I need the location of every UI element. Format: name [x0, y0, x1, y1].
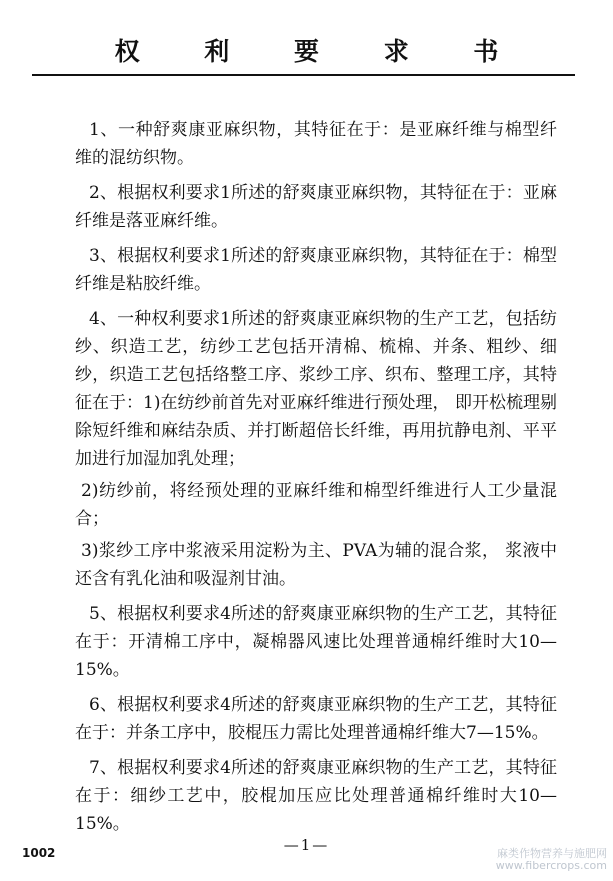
page-number: —1—: [283, 836, 330, 854]
claim-6: 6、根据权利要求4所述的舒爽康亚麻织物的生产工艺，其特征在于：并条工序中，胶棍压力需比处理普通棉纤维大7—15%。: [75, 695, 557, 743]
claim-4: 4、一种权利要求1所述的舒爽康亚麻织物的生产工艺，包括纺纱、织造工艺，纺纱工艺包括开清棉、梳棉、并条、粗纱、细纱，织造工艺包括络整工序、浆纱工序、织布、整理工序，其特征在于：1)在纺纱前首先对亚麻纤维进行预处理， 即开松梳理剔除短纤维和麻结杂质、并打断超倍长纤维，再用抗静电剂、平平加进行加湿加乳处理；: [75, 309, 557, 469]
claim-5: 5、根据权利要求4所述的舒爽康亚麻织物的生产工艺，其特征在于：开清棉工序中，凝棉器风速比处理普通棉纤维时大10—15%。: [75, 604, 557, 680]
claim-3: 3、根据权利要求1所述的舒爽康亚麻织物，其特征在于：棉型纤维是粘胶纤维。: [75, 246, 557, 294]
claims-body: [75, 116, 557, 838]
claim-4-step-3: 3)浆纱工序中浆液采用淀粉为主、PVA为辅的混合浆， 浆液中还含有乳化油和吸湿剂甘油。: [75, 541, 557, 589]
document-code: 1002: [22, 846, 56, 860]
claim-2: 2、根据权利要求1所述的舒爽康亚麻织物，其特征在于：亚麻纤维是落亚麻纤维。: [75, 183, 557, 231]
site-watermark: [482, 848, 607, 872]
watermark-site-name: 麻类作物营养与施肥网: [497, 847, 607, 860]
title-underline: [32, 74, 575, 76]
watermark-url: www.fibercrops.com: [495, 859, 607, 872]
claim-4-step-2: 2)纺纱前，将经预处理的亚麻纤维和棉型纤维进行人工少量混合；: [75, 481, 557, 529]
claim-1: 1、一种舒爽康亚麻织物，其特征在于：是亚麻纤维与棉型纤维的混纺织物。: [75, 120, 557, 168]
document-title: 权 利 要 求 书: [114, 37, 527, 66]
claim-7: 7、根据权利要求4所述的舒爽康亚麻织物的生产工艺，其特征在于：细纱工艺中，胶棍加压应比处理普通棉纤维时大10—15%。: [75, 758, 557, 834]
